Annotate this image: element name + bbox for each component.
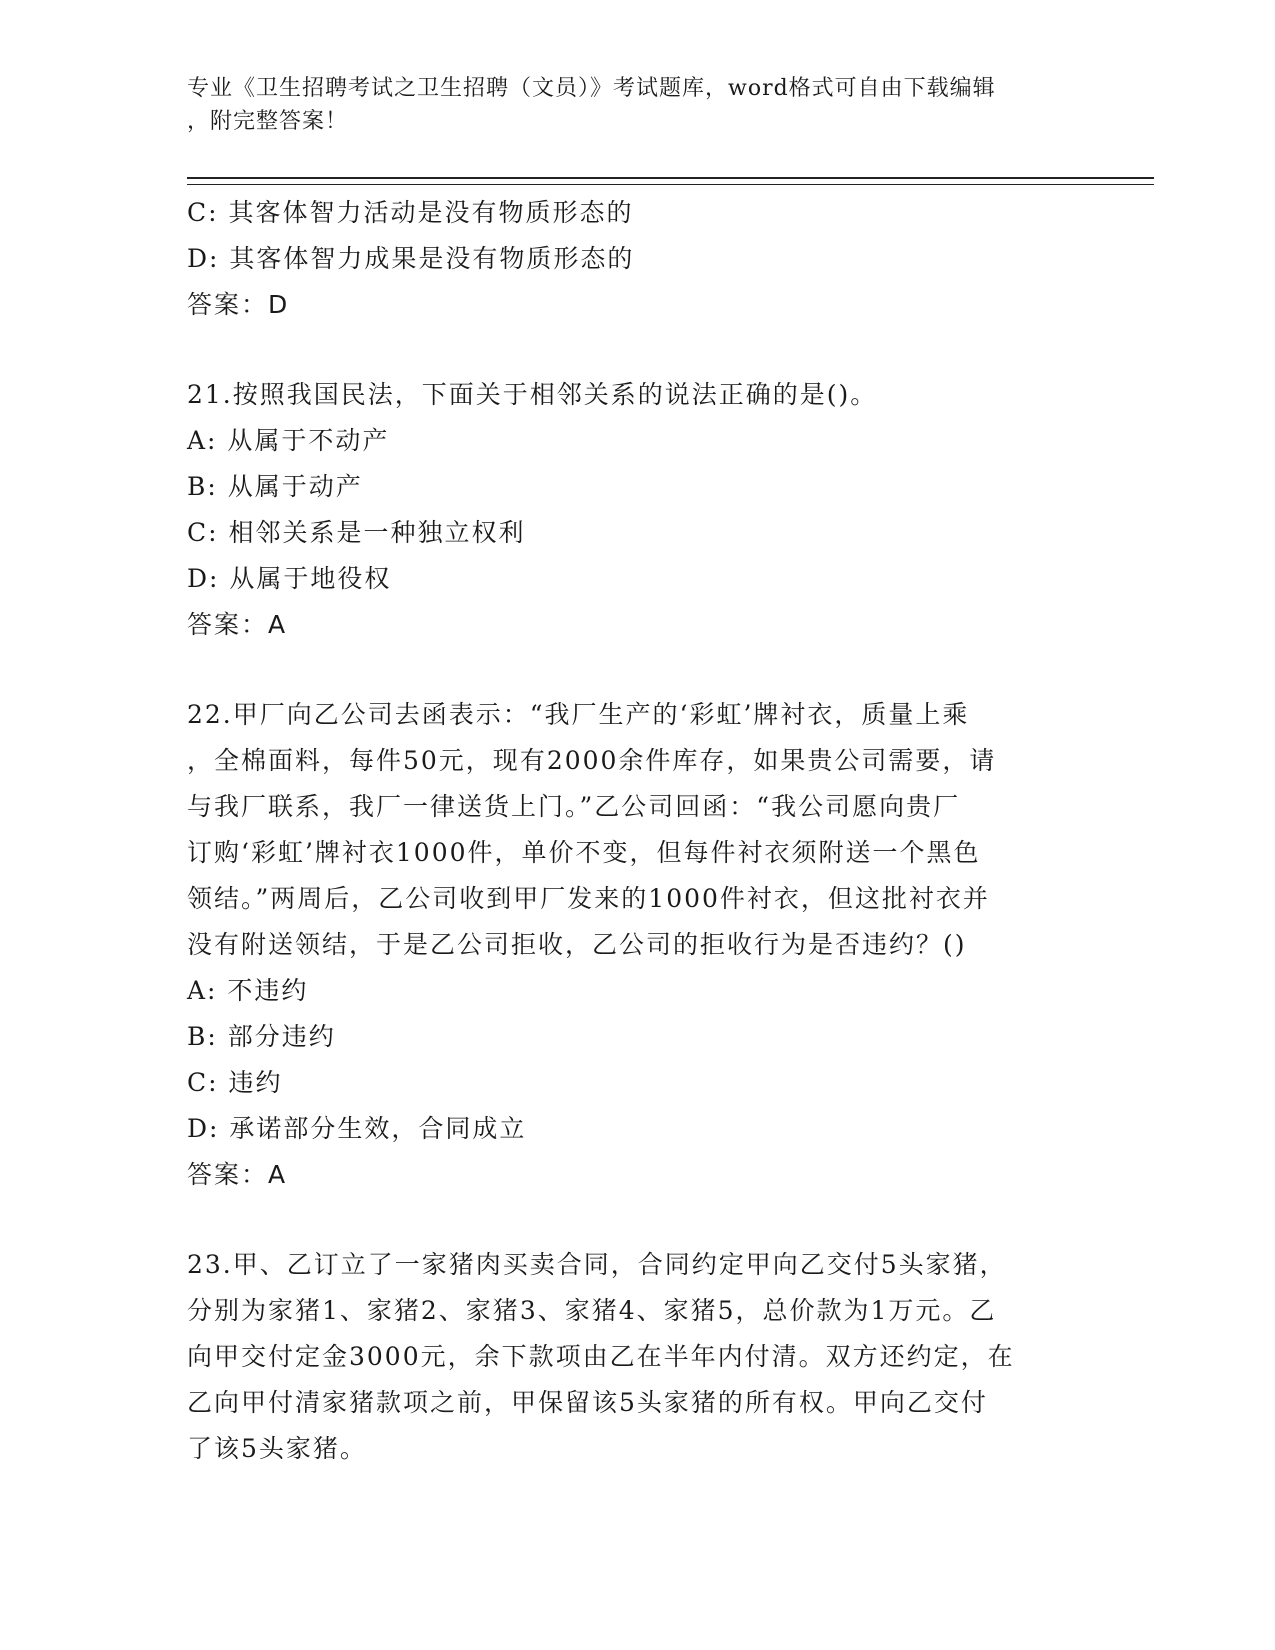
header-line-1: 专业《卫生招聘考试之卫生招聘（文员）》考试题库，word格式可自由下载编辑 bbox=[187, 76, 996, 101]
spacer bbox=[187, 648, 1087, 692]
q22-option-d: D: 承诺部分生效，合同成立 bbox=[187, 1114, 527, 1143]
q20-option-c: C: 其客体智力活动是没有物质形态的 bbox=[187, 198, 634, 227]
q21-answer: 答案：A bbox=[187, 610, 288, 639]
q22-answer: 答案：A bbox=[187, 1160, 288, 1189]
q22-option-a: A: 不违约 bbox=[187, 976, 309, 1005]
q21-option-b: B: 从属于动产 bbox=[187, 472, 363, 501]
q23-question-line: 23.甲、乙订立了一家猪肉买卖合同，合同约定甲向乙交付5头家猪， bbox=[187, 1250, 1007, 1279]
q21-option-d: D: 从属于地役权 bbox=[187, 564, 392, 593]
q23-question-line: 了该5头家猪。 bbox=[187, 1434, 367, 1463]
q22-question-line: 订购‘彩虹’牌衬衣1000件，单价不变，但每件衬衣须附送一个黑色 bbox=[187, 838, 981, 867]
q23-question-line: 向甲交付定金3000元，余下款项由乙在半年内付清。双方还约定，在 bbox=[187, 1342, 1015, 1371]
q20-answer: 答案：D bbox=[187, 290, 290, 319]
q22-question-line: 领结。”两周后，乙公司收到甲厂发来的1000件衬衣，但这批衬衣并 bbox=[187, 884, 990, 913]
document-body bbox=[187, 190, 1087, 1472]
q21-question: 21.按照我国民法，下面关于相邻关系的说法正确的是()。 bbox=[187, 380, 878, 409]
q22-question bbox=[187, 692, 1087, 968]
spacer bbox=[187, 328, 1087, 372]
header-line-2: ，附完整答案！ bbox=[187, 109, 349, 134]
q22-question-line: 没有附送领结，于是乙公司拒收，乙公司的拒收行为是否违约？() bbox=[187, 930, 967, 959]
q21-option-a: A: 从属于不动产 bbox=[187, 426, 390, 455]
q20-option-d: D: 其客体智力成果是没有物质形态的 bbox=[187, 244, 635, 273]
document-header bbox=[187, 72, 1067, 138]
q22-question-line: 与我厂联系，我厂一律送货上门。”乙公司回函：“我公司愿向贵厂 bbox=[187, 792, 961, 821]
q23-question bbox=[187, 1242, 1087, 1472]
q23-question-line: 分别为家猪1、家猪2、家猪3、家猪4、家猪5，总价款为1万元。乙 bbox=[187, 1296, 997, 1325]
q22-option-c: C: 违约 bbox=[187, 1068, 283, 1097]
q21-option-c: C: 相邻关系是一种独立权利 bbox=[187, 518, 526, 547]
spacer bbox=[187, 1198, 1087, 1242]
q22-question-line: ，全棉面料，每件50元，现有2000余件库存，如果贵公司需要，请 bbox=[187, 746, 997, 775]
q23-question-line: 乙向甲付清家猪款项之前，甲保留该5头家猪的所有权。甲向乙交付 bbox=[187, 1388, 988, 1417]
header-divider-thick bbox=[187, 177, 1154, 179]
header-divider-thin bbox=[187, 184, 1154, 185]
q22-option-b: B: 部分违约 bbox=[187, 1022, 336, 1051]
q22-question-line: 22.甲厂向乙公司去函表示：“我厂生产的‘彩虹’牌衬衣，质量上乘 bbox=[187, 700, 970, 729]
